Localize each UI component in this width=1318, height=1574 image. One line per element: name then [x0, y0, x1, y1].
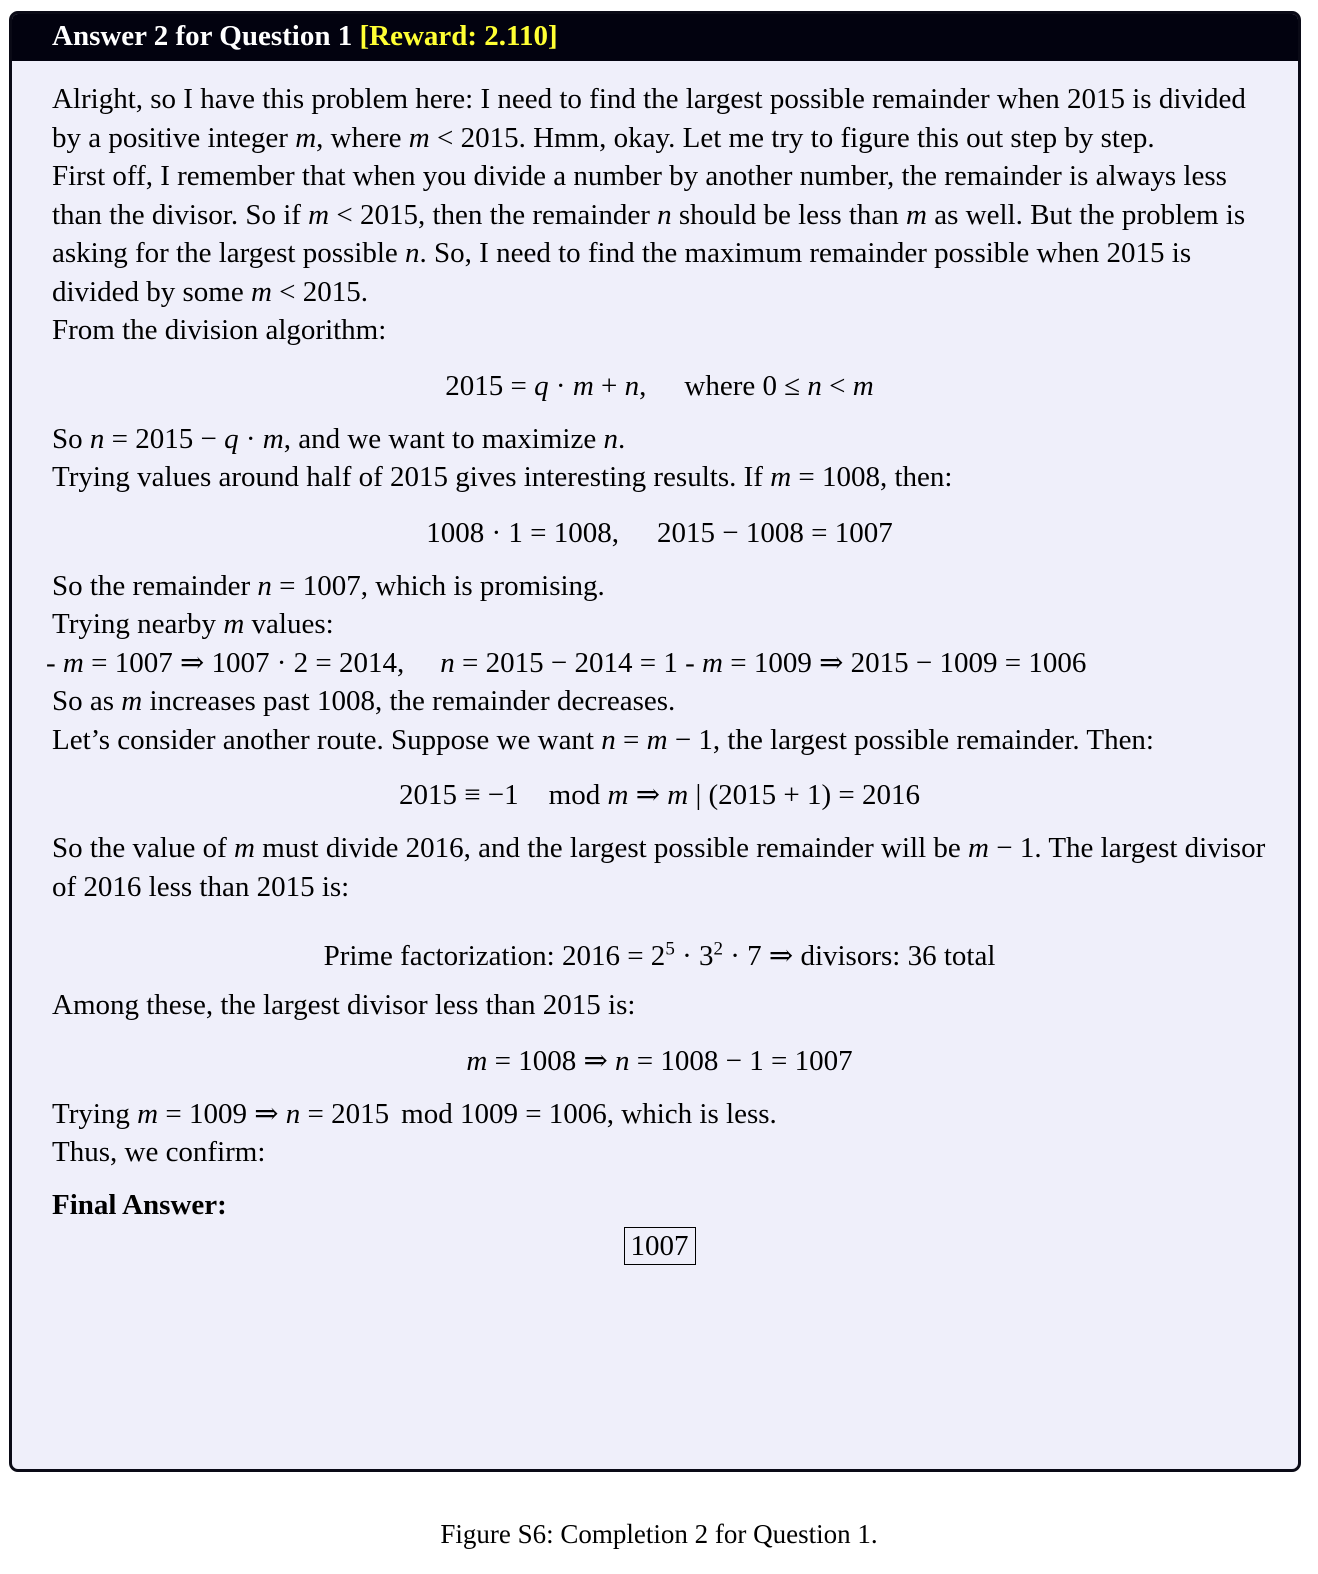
math-var: m [906, 198, 927, 231]
text: So the value of [52, 832, 235, 864]
text: = 2015 − 2014 = 1 - [454, 646, 703, 679]
text: , where [316, 121, 409, 154]
text: Trying nearby [52, 608, 224, 640]
math-var: q [534, 369, 549, 402]
paragraph-maximize [52, 420, 1267, 459]
math: · 7 ⇒ divisors: 36 total [722, 940, 996, 972]
text: = 1009 ⇒ [158, 1097, 286, 1130]
answer-title: Answer 2 for Question 1 [52, 20, 353, 52]
math-var: n [615, 1044, 630, 1077]
text: must divide 2016, and the largest possible remainder will be [254, 832, 969, 864]
math-var: m [607, 779, 629, 811]
math-var: m [62, 646, 84, 679]
math-var: n [807, 369, 822, 402]
equation-largest-divisor [52, 1041, 1267, 1081]
math: | (2015 + 1) = 2016 [688, 779, 921, 811]
answer-content [46, 80, 1267, 1266]
paragraph-among-these: Among these, the largest divisor less than 2015 is: [52, 989, 636, 1021]
text: First off, I remember that when you divide a number by another number, the remainder is always less than the divisor. So if [52, 160, 1227, 231]
math-var: n [285, 1097, 301, 1130]
text: < 2015. [271, 275, 369, 308]
text: . [617, 422, 626, 455]
text: Trying values around half of 2015 gives interesting results. If [52, 461, 771, 493]
equation-prime-factorization [52, 936, 1267, 976]
math-var: m [702, 646, 723, 679]
text: mod [401, 1097, 453, 1130]
math-var: q [224, 422, 239, 455]
text: So as [52, 685, 122, 717]
math-var: m [234, 832, 255, 864]
text: = 2015 − [104, 422, 225, 455]
math: = 1008 − 1 = 1007 [629, 1044, 853, 1077]
math-var: m [137, 1097, 159, 1130]
math: = 1008 ⇒ [487, 1044, 616, 1077]
math-var: n [624, 369, 640, 402]
math-var: m [121, 685, 143, 717]
answer-header [12, 14, 1298, 61]
final-answer-label: Final Answer: [52, 1188, 227, 1221]
text: − 1, the largest possible remainder. Then: [667, 723, 1154, 756]
math: 2015 − 1008 = 1007 [657, 516, 893, 549]
math: mod [548, 779, 601, 811]
equation-1008 [52, 513, 1267, 553]
text: , and we want to maximize [283, 422, 604, 455]
paragraph-intro [52, 80, 1267, 157]
math-var: m [667, 779, 689, 811]
math-var: m [223, 608, 245, 640]
paragraph-another-route [52, 721, 1267, 760]
paragraph-confirm: Thus, we confirm: [52, 1136, 266, 1168]
figure-caption: Figure S6: Completion 2 for Question 1. [440, 1519, 878, 1549]
math-var: n [440, 646, 455, 679]
math: where 0 ≤ [684, 369, 808, 402]
math-var: m [308, 198, 330, 231]
equation-division [52, 366, 1267, 406]
math-var: m [968, 832, 989, 864]
math-var: n [601, 723, 616, 756]
text: − 1. The largest divisor of 2016 less than 2015 is: [52, 832, 1266, 903]
text: = [615, 723, 647, 756]
text: as well. But the problem is asking for the largest possible [52, 198, 1246, 269]
paragraph-nearby-values [46, 644, 1267, 683]
text: - [46, 646, 63, 679]
text: = 2015 [300, 1097, 390, 1130]
answer-box [9, 11, 1301, 1472]
text: So the remainder [52, 569, 258, 602]
math: < [821, 369, 853, 402]
text: · [238, 422, 263, 455]
text: 1009 = 1006, which is less. [452, 1097, 777, 1130]
math-var: m [572, 369, 594, 402]
paragraph-division-algorithm: From the division algorithm: [52, 314, 387, 346]
math-var: m [262, 422, 284, 455]
math-var: m [295, 121, 317, 154]
paragraph-remainder-rule [52, 157, 1267, 311]
paragraph-decreases [52, 682, 1267, 721]
text: Trying [52, 1097, 138, 1130]
paragraph-trying-1009 [52, 1095, 1267, 1134]
math: 2015 = [445, 369, 535, 402]
math: 1008 · 1 = 1008, [426, 516, 620, 549]
math: · [548, 369, 573, 402]
math-var: m [852, 369, 874, 402]
paragraph-promising [52, 567, 1267, 606]
text: should be less than [671, 198, 907, 231]
math-exponent: 2 [713, 938, 723, 960]
text: = 1007 ⇒ 1007 · 2 = 2014, [83, 646, 405, 679]
math-exponent: 5 [665, 938, 675, 960]
math-var: m [408, 121, 430, 154]
math: + [593, 369, 625, 402]
math-var: m [646, 723, 668, 756]
text: So [52, 422, 90, 455]
math: Prime factorization: 2016 = 2 [323, 940, 666, 972]
math: · 3 [674, 940, 714, 972]
text: Alright, so I have this problem here: I need to find the largest possible remainder when 2015 is divided by a positive integer [52, 83, 1246, 154]
final-answer-container [52, 1227, 1267, 1266]
text: values: [244, 608, 334, 640]
math: , [639, 369, 647, 402]
text: < 2015. Hmm, okay. Let me try to figure this out step by step. [429, 121, 1155, 154]
text: . So, I need to find the maximum remainder possible when 2015 is divided by some [52, 237, 1192, 308]
paragraph-divide-2016 [52, 829, 1267, 906]
paragraph-half-values [52, 458, 1267, 497]
text: = 1007, which is promising. [271, 569, 605, 602]
text: Let’s consider another route. Suppose we want [52, 723, 602, 756]
text: increases past 1008, the remainder decreases. [142, 685, 676, 717]
text: = 1009 ⇒ 2015 − 1009 = 1006 [722, 646, 1087, 679]
math-var: n [405, 237, 420, 269]
math-var: m [466, 1044, 488, 1077]
text: < 2015, then the remainder [329, 198, 658, 231]
math-var: n [257, 569, 272, 602]
paragraph-nearby [52, 605, 1267, 644]
math: 2015 ≡ −1 [398, 779, 519, 811]
reward-label: [Reward: 2.110] [359, 20, 558, 52]
equation-congruence [52, 775, 1267, 815]
math-var: m [250, 275, 272, 308]
math-var: n [657, 198, 672, 231]
final-answer-box: 1007 [624, 1227, 696, 1265]
math-var: n [603, 422, 618, 455]
math-var: m [770, 461, 792, 493]
math-var: n [89, 422, 105, 455]
text: = 1008, then: [791, 461, 953, 493]
math: ⇒ [628, 779, 668, 811]
